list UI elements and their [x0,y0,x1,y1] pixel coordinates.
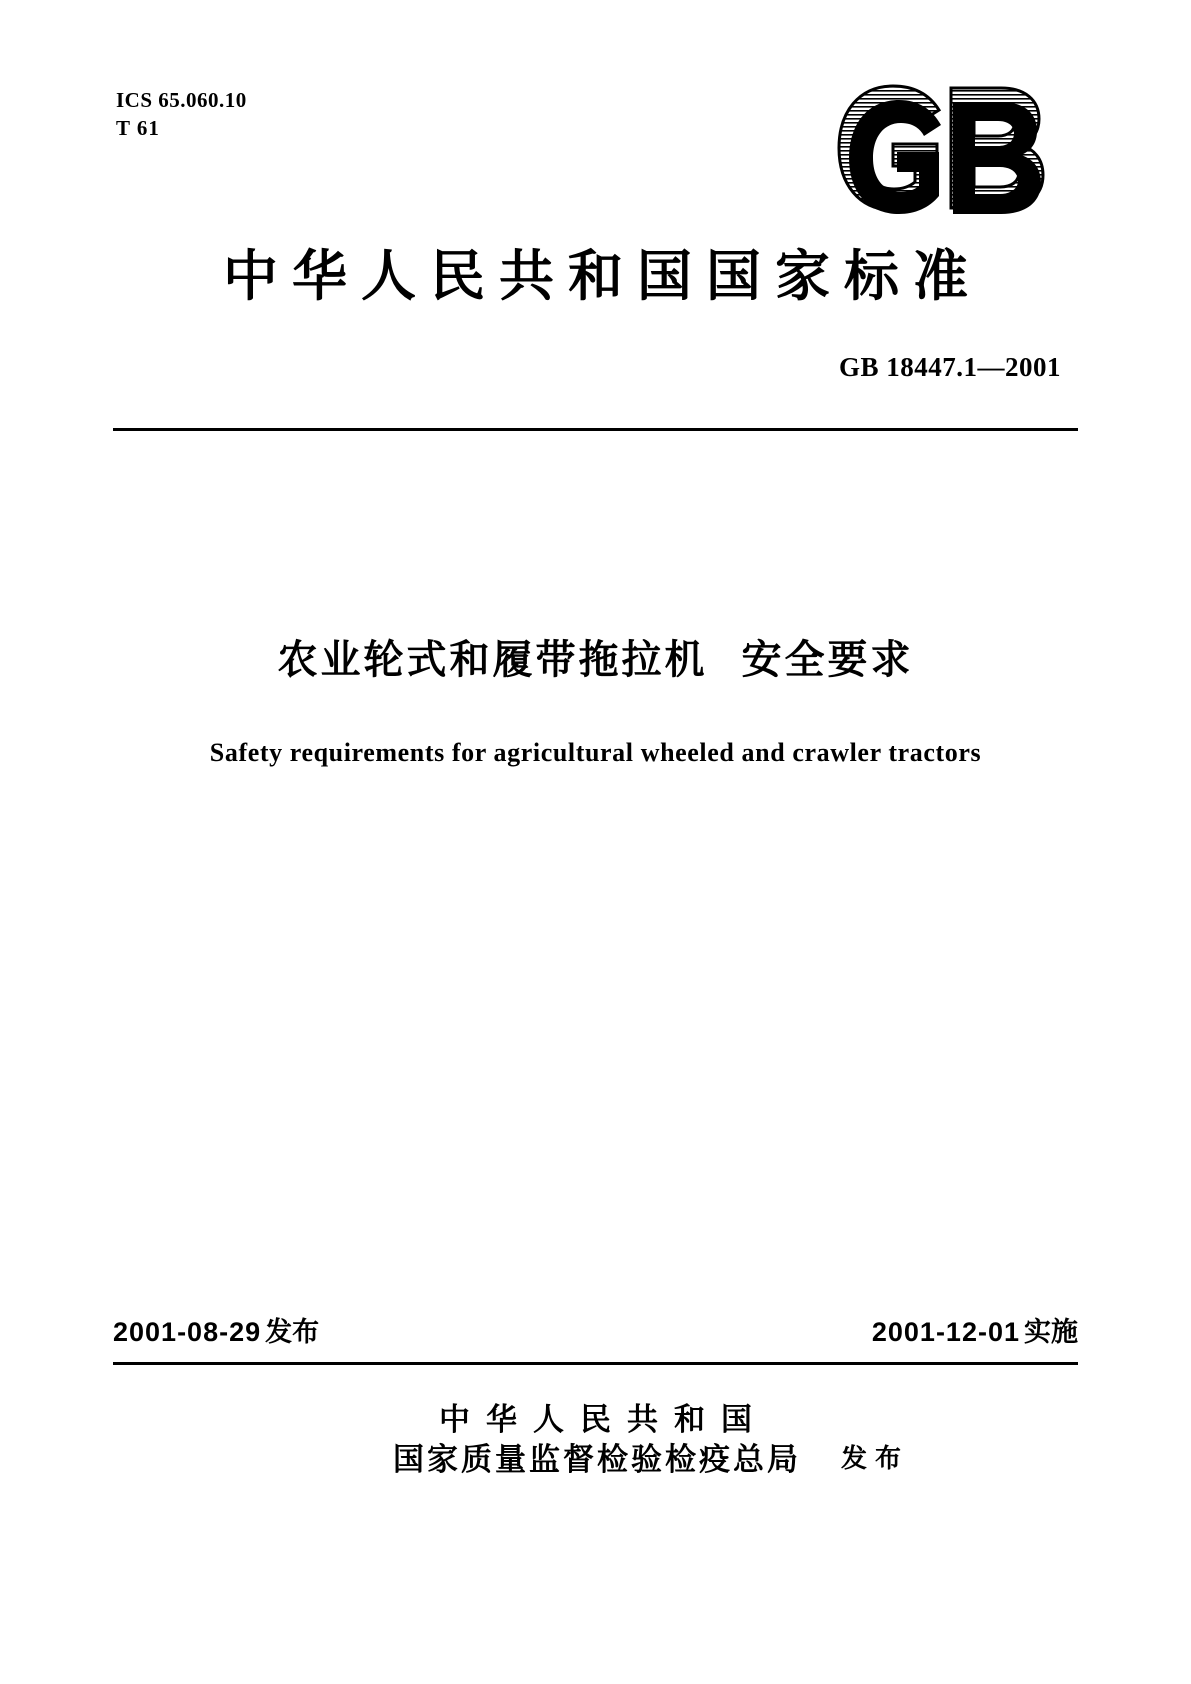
dates-row [113,1310,1078,1350]
document-title-chinese-part1: 农业轮式和履带拖拉机 [277,637,708,683]
issue-date-block [113,1310,319,1349]
effective-date: 2001-12-01 [871,1317,1020,1347]
ics-code: ICS 65.060.10 [116,88,247,112]
standard-number: GB 18447.1—2001 [838,352,1061,382]
document-title-chinese-part2: 安全要求 [741,637,914,683]
footer-divider [113,1362,1078,1365]
publisher-line2: 国家质量监督检验检疫总局 [393,1442,801,1479]
effective-date-block [872,1310,1078,1349]
publisher-inner [390,1400,909,1481]
effective-date-label: 实施 [1024,1317,1078,1348]
national-standard-heading: 中华人民共和国国家标准 [222,244,982,308]
issue-date-label: 发布 [265,1317,320,1348]
header-divider [113,428,1078,431]
document-title-english: Safety requirements for agricultural wheeled and crawler tractors [209,738,982,767]
publisher-block [0,1400,1191,1481]
ics-classification-block [116,86,247,143]
document-title-chinese [0,628,1191,685]
gb-logo-icon [831,78,1061,218]
publisher-suffix: 发布 [840,1443,909,1474]
issue-date: 2001-08-29 [113,1317,262,1347]
ccs-code: T 61 [116,116,160,141]
publisher-line1: 中华人民共和国 [439,1402,768,1438]
